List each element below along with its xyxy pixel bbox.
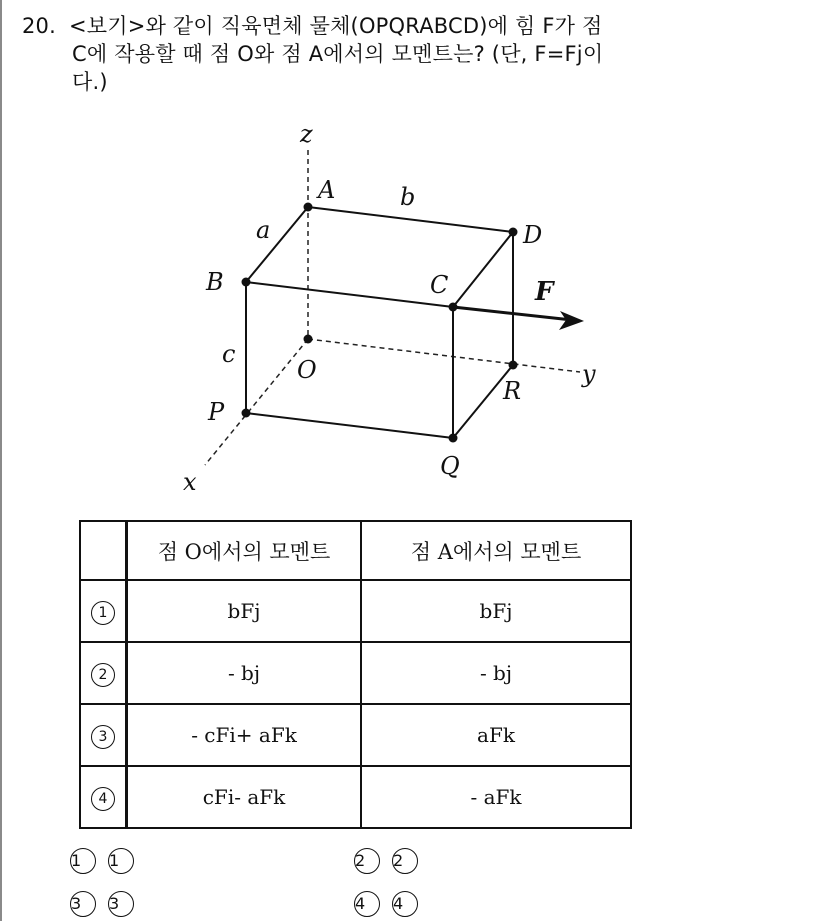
label-c: c: [222, 340, 236, 368]
label-D: D: [523, 221, 543, 249]
moment-O-cell: - bj: [127, 642, 362, 704]
row-number: 4: [91, 787, 115, 811]
label-B: B: [206, 268, 224, 296]
choice-value: 3: [108, 891, 134, 917]
row-number: 1: [91, 601, 115, 625]
label-y: y: [582, 360, 596, 388]
choice-value: 4: [392, 891, 418, 917]
row-number: 3: [91, 725, 115, 749]
moment-A-cell: aFk: [361, 704, 631, 766]
choice-2[interactable]: [354, 848, 418, 874]
choice-1[interactable]: [70, 848, 134, 874]
cuboid-edges: [246, 207, 513, 438]
question-line-1-text: <보기>와 같이 직육면체 물체(OPQRABCD)에 힘 F가 점: [69, 14, 603, 38]
table-row: [80, 704, 631, 766]
label-Q: Q: [440, 452, 460, 480]
table-header-row: [80, 521, 631, 580]
question-line-3: 다.): [72, 70, 108, 94]
force-arrow: [453, 307, 584, 330]
choice-value: 1: [108, 848, 134, 874]
label-x: x: [183, 468, 197, 496]
label-O: O: [297, 356, 317, 384]
y-axis: [308, 339, 580, 372]
label-F: F: [535, 277, 554, 307]
question-text: [22, 12, 812, 96]
cuboid-diagram: [170, 110, 630, 510]
header-num: [80, 521, 127, 580]
question-line-1: [22, 12, 812, 40]
choice-4[interactable]: [354, 891, 418, 917]
choice-marker: 2: [354, 848, 380, 874]
choice-marker: 1: [70, 848, 96, 874]
moment-O-cell: bFj: [127, 580, 362, 642]
header-moment-O: 점 O에서의 모멘트: [127, 521, 362, 580]
row-num-cell: [80, 704, 127, 766]
moment-A-cell: - bj: [361, 642, 631, 704]
moment-A-cell: bFj: [361, 580, 631, 642]
moment-A-cell: - aFk: [361, 766, 631, 828]
page-left-border: [0, 0, 2, 921]
label-P: P: [208, 398, 225, 426]
choice-value: 2: [392, 848, 418, 874]
table-row: [80, 580, 631, 642]
moment-O-cell: - cFi+ aFk: [127, 704, 362, 766]
label-a: a: [256, 216, 271, 244]
row-number: 2: [91, 663, 115, 687]
label-z: z: [300, 120, 313, 148]
label-A: A: [318, 176, 336, 204]
label-b: b: [400, 183, 416, 211]
question-number: 20.: [22, 14, 56, 38]
moment-O-cell: cFi- aFk: [127, 766, 362, 828]
row-num-cell: [80, 766, 127, 828]
question-line-2: C에 작용할 때 점 O와 점 A에서의 모멘트는? (단, F=Fj이: [72, 42, 604, 66]
choice-marker: 4: [354, 891, 380, 917]
label-R: R: [503, 377, 522, 405]
table-row: [80, 766, 631, 828]
table-row: [80, 642, 631, 704]
answer-table: [79, 520, 632, 829]
row-num-cell: [80, 580, 127, 642]
choice-marker: 3: [70, 891, 96, 917]
row-num-cell: [80, 642, 127, 704]
header-moment-A: 점 A에서의 모멘트: [361, 521, 631, 580]
label-C: C: [430, 271, 449, 299]
axes: [205, 150, 580, 465]
choice-3[interactable]: [70, 891, 134, 917]
